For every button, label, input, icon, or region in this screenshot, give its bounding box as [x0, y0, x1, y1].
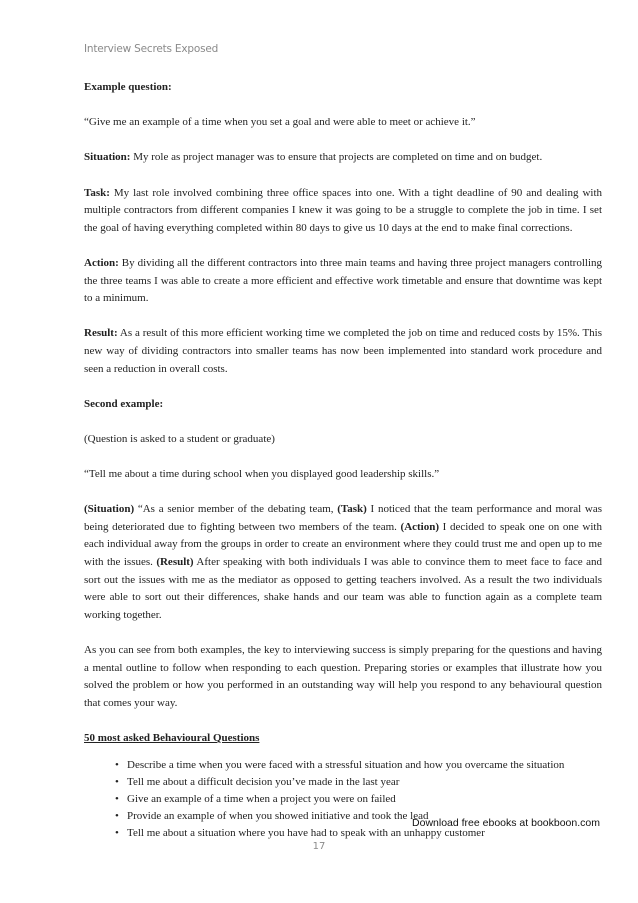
- bullet-icon: •: [115, 792, 119, 805]
- behavioural-questions-heading: 50 most asked Behavioural Questions: [84, 731, 260, 744]
- running-header: Interview Secrets Exposed: [84, 43, 219, 55]
- summary-paragraph: As you can see from both examples, the key to interviewing success is simply preparing for the questions and having a mental outline to follow when responding to each question. Preparing stories or examples that illustrate how you solved the problem or how you performed in an outstanding way will help you respond to any behavioural question that comes your way.: [84, 644, 602, 709]
- result-label: Result:: [84, 327, 118, 340]
- task-tag: (Task): [337, 503, 367, 516]
- list-item: • Describe a time when you were faced with a stressful situation and how you overcame the situation: [84, 757, 602, 774]
- second-example-question: “Tell me about a time during school when you displayed good leadership skills.”: [84, 468, 440, 481]
- task-label: Task:: [84, 186, 110, 199]
- second-example-heading: Second example:: [84, 397, 164, 410]
- action-label: Action:: [84, 256, 119, 269]
- list-item: • Provide an example of when you showed initiative and took the lead: [84, 808, 602, 825]
- situation-paragraph: Situation: My role as project manager was to ensure that projects are completed on time and on budget.: [84, 151, 543, 164]
- result-paragraph: Result: As a result of this more efficient working time we completed the job on time and reduced costs by 15%. This new way of dividing contractors into smaller teams has now been implemented into standard work procedure and seen a reduction in overall costs.: [84, 327, 602, 375]
- page-number: 17: [312, 841, 326, 852]
- list-item: • Tell me about a difficult decision you’ve made in the last year: [84, 774, 602, 791]
- example-question-text: “Give me an example of a time when you set a goal and were able to meet or achieve it.”: [84, 116, 476, 129]
- action-paragraph: Action: By dividing all the different contractors into three main teams and having three project managers controlling the three teams I was able to create a more efficient and effective work timetable and ensure that downtime was kept to a minimum.: [84, 256, 602, 305]
- task-paragraph: Task: My last role involved combining three office spaces into one. With a tight deadline of 90 and dealing with multiple contractors from different companies I knew it was going to be a struggle to complete the job in time. I set the goal of having everything completed within 80 days to give us 10 days at the end to make final corrections.: [84, 186, 602, 234]
- action-tag: (Action): [400, 520, 440, 533]
- second-example-note: (Question is asked to a student or graduate): [84, 432, 275, 445]
- bullet-icon: •: [115, 775, 119, 788]
- situation-label: Situation:: [84, 151, 131, 164]
- bullet-icon: •: [115, 826, 119, 839]
- list-item: • Tell me about a situation where you have had to speak with an unhappy customer: [84, 825, 602, 842]
- star-answer-paragraph: (Situation) “As a senior member of the debating team, (Task) I noticed that the team performance and moral was being deteriorated due to fighting between two members of the team. (Action) I decided to speak one on one with each individual away from the groups in order to create an environment where they could trust me and open up to me with the issues. (Result) After speaking with both individuals I was able to convince them to meet face to face and sort out the issues with me as the mediator as opposed to getting teachers involved. As a result the two individuals were able to sort out their differences, shake hands and our team was able to function again as a complete team working together.: [84, 503, 602, 621]
- situation-tag: (Situation): [84, 503, 135, 516]
- page-content: [84, 79, 602, 842]
- example-question-heading: Example question:: [84, 81, 172, 93]
- bullet-icon: •: [115, 809, 119, 822]
- bullet-icon: •: [115, 758, 119, 771]
- result-tag: (Result): [156, 556, 194, 569]
- list-item: • Give an example of a time when a project you were on failed: [84, 791, 602, 808]
- download-ebooks-link[interactable]: Download free ebooks at bookboon.com: [412, 817, 600, 829]
